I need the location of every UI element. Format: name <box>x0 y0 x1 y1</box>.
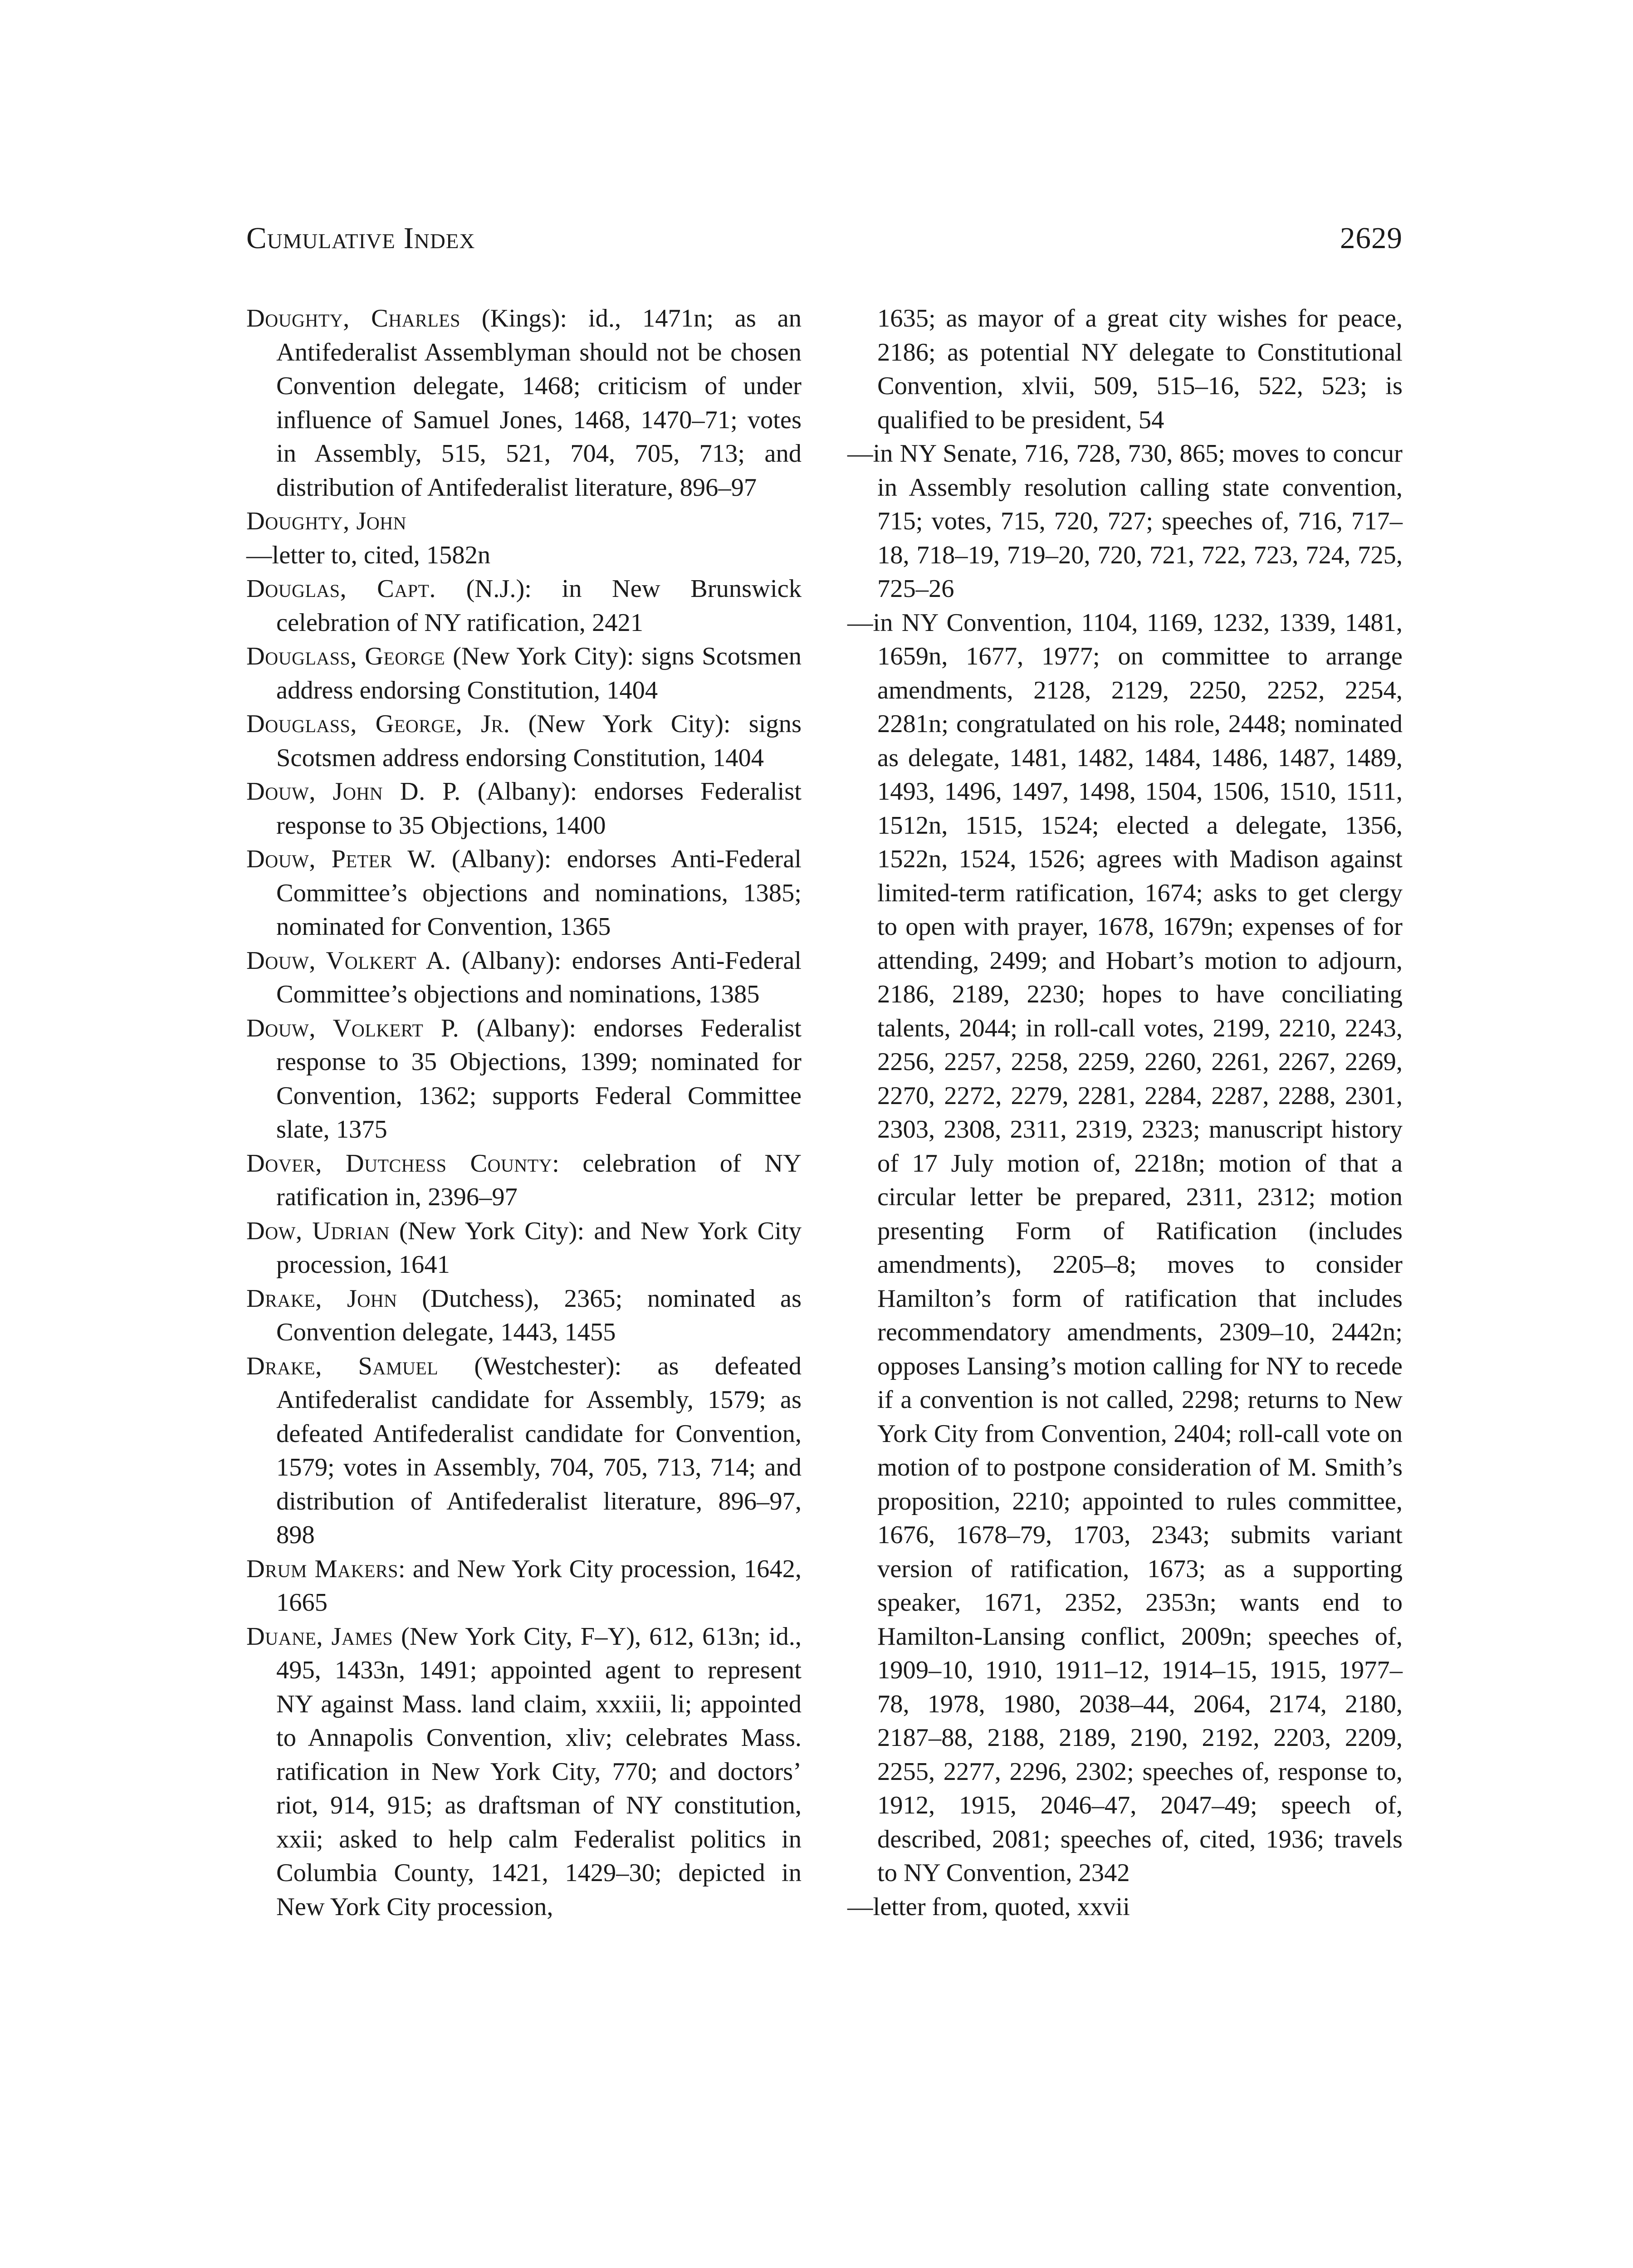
index-locators: (New York City, F–Y), 612, 613n; id., 495, 1433n, 1491; appointed agent to represent NY against Mass. land claim, xxxiii, li; appointed to Annapolis Convention, xliv; celebrates Mass. ratification in New York City, 770; and doctors’ riot, 914, 915; as draftsman of NY constitution, xxii; asked to help calm Federalist politics in Columbia County, 1421, 1429–30; depicted in New York City procession, <box>276 1622 802 1921</box>
index-heading: Douw, Volkert P. <box>246 1014 460 1042</box>
index-locators: —in NY Senate, 716, 728, 730, 865; moves to concur in Assembly resolution calling state convention, 715; votes, 715, 720, 727; speeches of, 716, 717–18, 718–19, 719–20, 720, 721, 722, 723, 724, 725, 725–26 <box>847 440 1403 603</box>
index-heading: Douglass, George, Jr. <box>246 710 510 738</box>
index-entry <box>246 1214 802 1282</box>
index-locators: —in NY Convention, 1104, 1169, 1232, 1339, 1481, 1659n, 1677, 1977; on committee to arrange amendments, 2128, 2129, 2250, 2252, 2254, 2281n; congratulated on his role, 2448; nominated as delegate, 1481, 1482, 1484, 1486, 1487, 1489, 1493, 1496, 1497, 1498, 1504, 1506, 1510, 1511, 1512n, 1515, 1524; elected a delegate, 1356, 1522n, 1524, 1526; agrees with Madison against limited-term ratification, 1674; asks to get clergy to open with prayer, 1678, 1679n; expenses of for attending, 2499; and Hobart’s motion to adjourn, 2186, 2189, 2230; hopes to have conciliating talents, 2044; in roll-call votes, 2199, 2210, 2243, 2256, 2257, 2258, 2259, 2260, 2261, 2267, 2269, 2270, 2272, 2279, 2281, 2284, 2287, 2288, 2301, 2303, 2308, 2311, 2319, 2323; manuscript history of 17 July motion of, 2218n; motion of that a circular letter be prepared, 2311, 2312; motion presenting Form of Ratification (includes amendments), 2205–8; moves to consider Hamilton’s form of ratification that includes recommendatory amendments, 2309–10, 2442n; opposes Lansing’s motion calling for NY to recede if a convention is not called, 2298; returns to New York City from Convention, 2404; roll-call vote on motion of to postpone consideration of M. Smith’s proposition, 2210; appointed to rules committee, 1676, 1678–79, 1703, 2343; submits variant version of ratification, 1673; as a supporting speaker, 1671, 2352, 2353n; wants end to Hamilton-Lansing conflict, 2009n; speeches of, 1909–10, 1910, 1911–12, 1914–15, 1915, 1977–78, 1978, 1980, 2038–44, 2064, 2174, 2180, 2187–88, 2188, 2189, 2190, 2192, 2203, 2209, 2255, 2277, 2296, 2302; speeches of, response to, 1912, 1915, 2046–47, 2047–49; speech of, described, 2081; speeches of, cited, 1936; travels to NY Convention, 2342 <box>847 608 1403 1887</box>
index-heading: Dow, Udrian <box>246 1217 390 1245</box>
running-head-title: Cumulative Index <box>246 221 475 255</box>
index-entry <box>246 640 802 707</box>
index-locators: 1635; as mayor of a great city wishes for peace, 2186; as potential NY delegate to Constitutional Convention, xlvii, 509, 515–16, 522, 523; is qualified to be president, 54 <box>877 304 1403 434</box>
index-entry <box>246 302 802 504</box>
index-locators: —letter to, cited, 1582n <box>246 541 491 569</box>
index-entry <box>246 842 802 944</box>
index-locators: (Albany): endorses Federalist response to 35 Objections, 1399; nominated for Convention, 1362; supports Federal Committee slate, 1375 <box>276 1014 802 1144</box>
index-entry <box>246 1620 802 1924</box>
index-entry <box>246 1147 802 1214</box>
index-locators: (Westchester): as defeated Antifederalist candidate for Assembly, 1579; as defeated Antifederalist candidate for Convention, 1579; votes in Assembly, 704, 705, 713, 714; and distribution of Antifederalist literature, 896–97, 898 <box>276 1352 802 1549</box>
index-locators: (Albany): endorses Anti-Federal Committee’s objections and nominations, 1385; nominated for Convention, 1365 <box>276 845 802 941</box>
index-heading: Douglas, Capt. <box>246 575 436 603</box>
index-locators: : celebration of NY ratification in, 2396–97 <box>276 1149 802 1211</box>
right-column <box>847 302 1403 1924</box>
running-head <box>246 220 1403 256</box>
index-entry <box>246 572 802 640</box>
index-entry <box>246 707 802 775</box>
index-entry <box>246 1012 802 1147</box>
index-heading: Douw, John D. P. <box>246 777 461 806</box>
page-number: 2629 <box>1340 221 1403 255</box>
index-locators: (Albany): endorses Federalist response to 35 Objections, 1400 <box>276 777 802 840</box>
index-entry-continuation <box>847 302 1403 437</box>
index-heading: Dover, Dutchess County <box>246 1149 552 1178</box>
index-subentry <box>847 437 1403 606</box>
index-locators: (New York City): signs Scotsmen address endorsing Constitution, 1404 <box>276 710 802 772</box>
index-heading: Drum Makers <box>246 1554 398 1583</box>
index-entry <box>246 1349 802 1552</box>
index-entry <box>246 775 802 842</box>
index-heading: Duane, James <box>246 1622 393 1651</box>
index-heading: Douw, Volkert A. <box>246 946 451 975</box>
index-locators: (Albany): endorses Anti-Federal Committee’s objections and nominations, 1385 <box>276 946 802 1008</box>
index-locators: (New York City): signs Scotsmen address endorsing Constitution, 1404 <box>276 642 802 704</box>
index-heading: Drake, Samuel <box>246 1352 439 1380</box>
index-subentry <box>246 538 802 572</box>
index-locators: (New York City): and New York City procession, 1641 <box>276 1217 802 1279</box>
index-entry <box>246 1552 802 1620</box>
index-heading: Drake, John <box>246 1284 397 1313</box>
left-column <box>246 302 802 1924</box>
index-heading: Doughty, Charles <box>246 304 460 332</box>
index-heading: Douglass, George <box>246 642 445 670</box>
index-entry <box>246 504 802 538</box>
index-locators: (N.J.): in New Brunswick celebration of NY ratification, 2421 <box>276 575 802 637</box>
index-entry <box>246 944 802 1012</box>
index-locators: —letter from, quoted, xxvii <box>847 1892 1130 1921</box>
index-heading: Doughty, John <box>246 507 407 535</box>
index-subentry <box>847 606 1403 1890</box>
index-subentry <box>847 1890 1403 1924</box>
index-entry <box>246 1282 802 1349</box>
index-locators: (Dutchess), 2365; nominated as Convention delegate, 1443, 1455 <box>276 1284 802 1346</box>
index-locators: (Kings): id., 1471n; as an Antifederalist Assemblyman should not be chosen Convention delegate, 1468; criticism of under influence of Samuel Jones, 1468, 1470–71; votes in Assembly, 515, 521, 704, 705, 713; and distribution of Antifederalist literature, 896–97 <box>276 304 802 502</box>
index-locators: : and New York City procession, 1642, 1665 <box>276 1554 802 1617</box>
index-heading: Douw, Peter W. <box>246 845 436 873</box>
